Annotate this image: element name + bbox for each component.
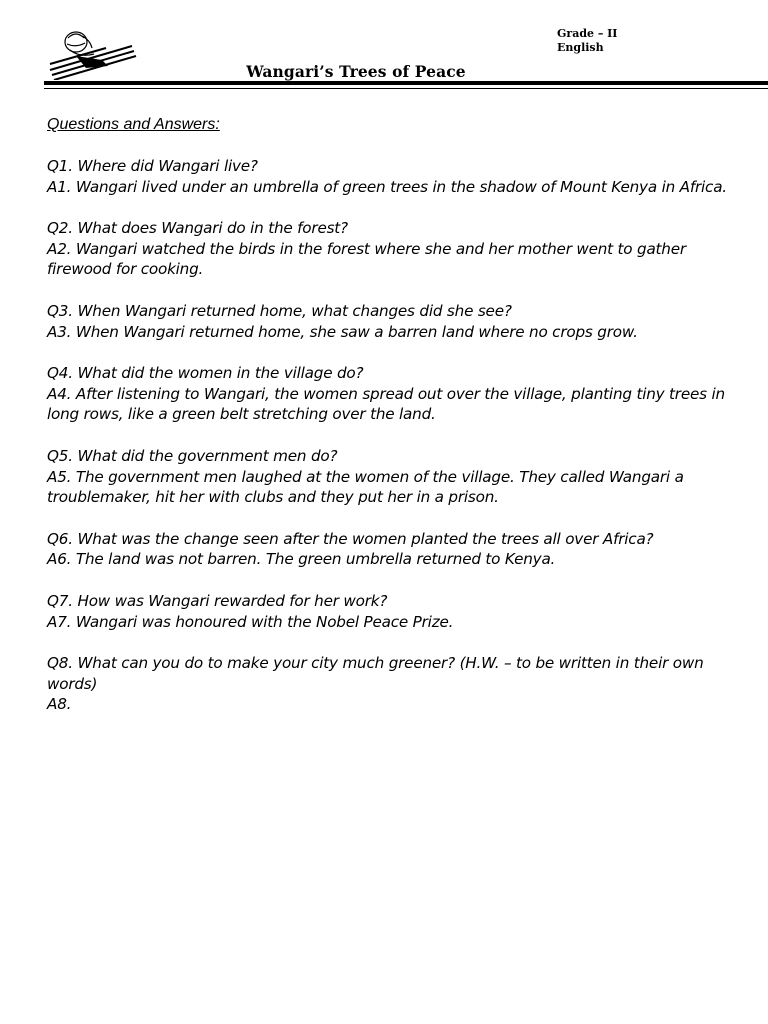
question-text: Q2. What does Wangari do in the forest? [47,218,348,237]
question-text: Q8. What can you do to make your city much greener? (H.W. – to be written in their own words) [47,653,704,693]
grade-label: Grade – II [557,27,618,40]
worksheet-content [47,115,727,736]
qa-item [47,653,727,715]
question-text: Q3. When Wangari returned home, what changes did she see? [47,301,512,320]
section-heading: Questions and Answers: [47,116,220,133]
answer-text: A8. [47,695,72,714]
qa-item [47,446,727,508]
header-divider-thin [44,88,768,89]
question-text: Q6. What was the change seen after the women planted the trees all over Africa? [47,529,654,548]
header-divider-thick [44,81,768,85]
qa-item [47,529,727,571]
answer-text: A2. Wangari watched the birds in the forest where she and her mother went to gather firewood for cooking. [47,239,686,279]
qa-item [47,591,727,633]
page-title: Wangari’s Trees of Peace [246,62,466,81]
answer-text: A6. The land was not barren. The green umbrella returned to Kenya. [47,550,556,569]
answer-text: A5. The government men laughed at the women of the village. They called Wangari a troublemaker, hit her with clubs and they put her in a prison. [47,467,684,507]
answer-text: A1. Wangari lived under an umbrella of green trees in the shadow of Mount Kenya in Africa. [47,177,727,196]
question-text: Q5. What did the government men do? [47,446,338,465]
qa-item [47,218,727,280]
qa-item [47,301,727,343]
question-text: Q1. Where did Wangari live? [47,156,258,175]
question-text: Q4. What did the women in the village do? [47,363,364,382]
answer-text: A4. After listening to Wangari, the women spread out over the village, planting tiny trees in long rows, like a green belt stretching over the land. [47,384,725,424]
qa-item [47,363,727,425]
answer-text: A7. Wangari was honoured with the Nobel Peace Prize. [47,612,454,631]
answer-text: A3. When Wangari returned home, she saw a barren land where no crops grow. [47,322,638,341]
question-text: Q7. How was Wangari rewarded for her work? [47,591,388,610]
subject-label: English [557,41,604,54]
grade-subject-block [557,27,617,55]
qa-item [47,156,727,198]
